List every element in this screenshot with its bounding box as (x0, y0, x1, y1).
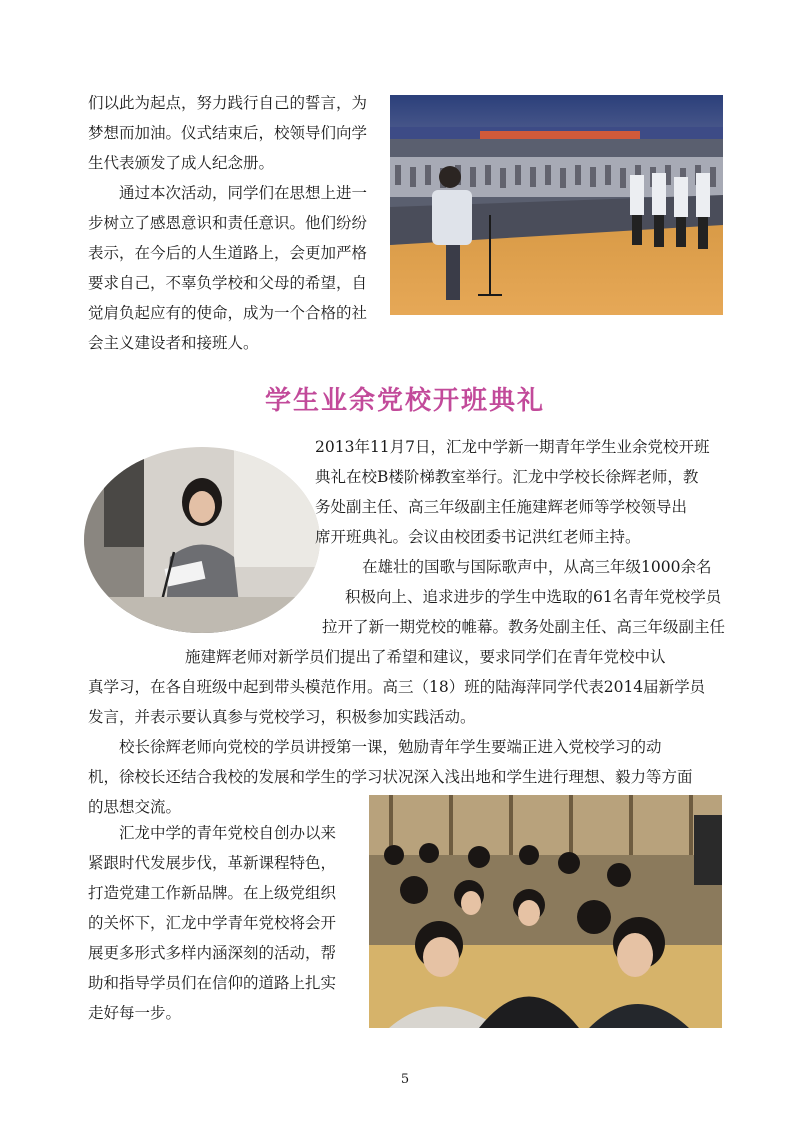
text-line: 的关怀下，汇龙中学青年党校将会开 (88, 914, 337, 932)
text-line: 发言，并表示要认真参与党校学习，积极参加实践活动。 (88, 708, 476, 726)
text-line: 走好每一步。 (88, 1004, 182, 1022)
text-line: 生代表颁发了成人纪念册。 (88, 154, 275, 172)
anthem-paragraph (0, 552, 810, 732)
gym-ceremony-photo (390, 95, 723, 315)
classroom-students-photo (369, 795, 722, 1028)
text-line: 机，徐校长还结合我校的发展和学生的学习状况深入浅出地和学生进行理想、毅力等方面 (88, 768, 693, 786)
text-line: 觉肩负起应有的使命，成为一个合格的社 (88, 304, 368, 322)
text-line: 展更多形式多样内涵深刻的活动，帮 (88, 944, 337, 962)
opening-paragraph (315, 432, 710, 552)
section-title: 学生业余党校开班典礼 (264, 386, 545, 416)
text-line: 通过本次活动，同学们在思想上进一 (88, 184, 368, 202)
text-line: 在雄壮的国歌与国际歌声中，从高三年级1000余名 (362, 558, 712, 576)
text-line: 席开班典礼。会议由校团委书记洪红老师主持。 (315, 528, 641, 546)
text-line: 积极向上、追求进步的学生中选取的61名青年党校学员 (345, 588, 722, 606)
text-line: 们以此为起点，努力践行自己的誓言，为 (88, 94, 368, 112)
text-line: 2013年11月7日，汇龙中学新一期青年学生业余党校开班 (315, 438, 710, 456)
text-line: 紧跟时代发展步伐，革新课程特色， (88, 854, 337, 872)
text-line: 会主义建设者和接班人。 (88, 334, 259, 352)
text-line: 要求自己，不辜负学校和父母的希望，自 (88, 274, 368, 292)
text-line: 务处副主任、高三年级副主任施建辉老师等学校领导出 (315, 498, 688, 516)
page-number: 5 (400, 1072, 410, 1087)
text-line: 典礼在校B楼阶梯教室举行。汇龙中学校长徐辉老师，教 (315, 468, 699, 486)
text-line: 施建辉老师对新学员们提出了希望和建议，要求同学们在青年党校中认 (185, 648, 666, 666)
text-line: 步树立了感恩意识和责任意识。他们纷纷 (88, 214, 368, 232)
text-line: 真学习，在各自班级中起到带头模范作用。高三（18）班的陆海萍同学代表2014届新学员 (88, 678, 706, 696)
text-line: 校长徐辉老师向党校的学员讲授第一课，勉励青年学生要端正进入党校学习的动 (88, 738, 662, 756)
text-line: 梦想而加油。仪式结束后，校领导们向学 (88, 124, 368, 142)
closing-paragraph (88, 818, 336, 1028)
ceremony-text-block (88, 88, 367, 358)
text-line: 的思想交流。 (88, 798, 182, 816)
text-line: 拉开了新一期党校的帷幕。教务处副主任、高三年级副主任 (322, 618, 726, 636)
text-line: 表示，在今后的人生道路上，会更加严格 (88, 244, 368, 262)
text-line: 助和指导学员们在信仰的道路上扎实 (88, 974, 337, 992)
text-line: 打造党建工作新品牌。在上级党组织 (88, 884, 337, 902)
text-line: 汇龙中学的青年党校自创办以来 (88, 824, 337, 842)
